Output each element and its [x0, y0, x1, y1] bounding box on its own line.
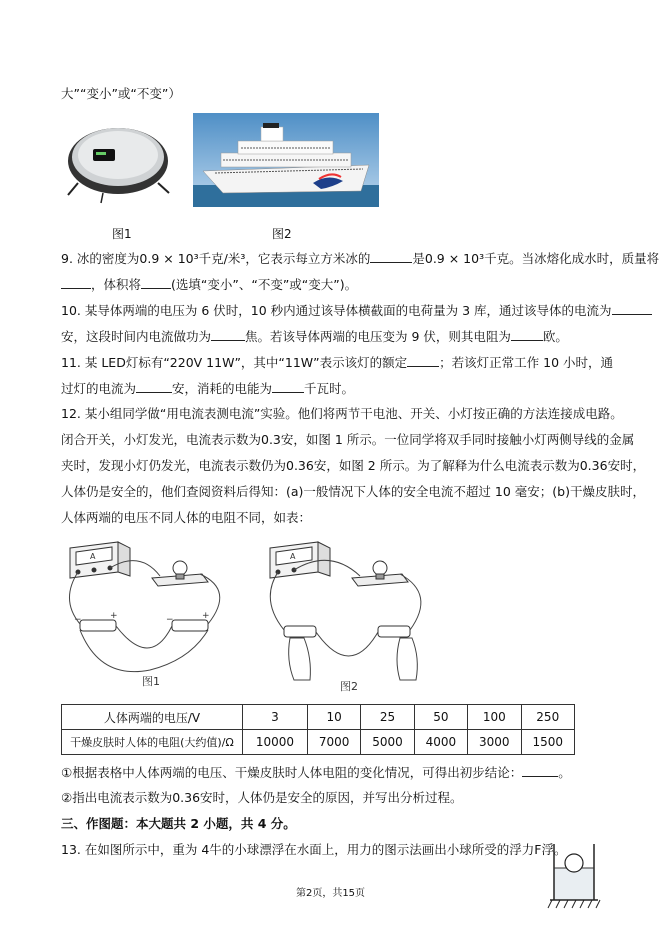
question-10-line-1: 10. 某导体两端的电压为 6 伏时，10 秒内通过该导体横截面的电荷量为 3 库，通过该导体的电流为: [61, 302, 652, 319]
answer-blank[interactable]: [61, 276, 91, 289]
circuit-fig1-caption: 图1: [142, 675, 160, 688]
robot-vacuum-image: [63, 113, 173, 207]
question-11-line-2: 过灯的电流为 安，消耗的电能为 千瓦时。: [61, 381, 355, 396]
battery-icon: [284, 626, 410, 637]
question-10-line-2: 安，这段时间内电流做功为 焦。若该导体两端的电压变为 9 伏，则其电阻为 欧。: [61, 329, 568, 344]
figure-caption: 图2: [272, 227, 292, 241]
svg-text:−: −: [166, 615, 174, 625]
section-heading: 三、作图题：本大题共 2 小题，共 4 分。: [61, 816, 296, 831]
table-header-cell: 人体两端的电压/V: [62, 705, 243, 730]
circuit-diagram-1: [60, 530, 245, 690]
table-cell: 4000: [414, 730, 467, 755]
question-12-line-5: 人体两端的电压不同人体的电阻不同，如表：: [61, 510, 312, 525]
battery-icon: [74, 611, 210, 631]
answer-blank[interactable]: [612, 302, 652, 315]
svg-text:A: A: [90, 552, 96, 561]
table-cell: 5000: [361, 730, 414, 755]
sub-question-2: ②指出电流表示数为0.36安时，人体仍是安全的原因，并写出分析过程。: [61, 790, 463, 805]
data-table: [61, 704, 575, 755]
question-9-line-2: ，体积将 (选填“变小”、“不变”或“变大”)。: [61, 276, 357, 293]
table-header-cell: 干燥皮肤时人体的电阻(大约值)/Ω: [62, 730, 243, 755]
sub-question-1: ①根据表格中人体两端的电压、干燥皮肤时人体电阻的变化情况，可得出初步结论： 。: [61, 765, 571, 780]
table-cell: 1500: [521, 730, 574, 755]
answer-blank[interactable]: [511, 328, 543, 341]
answer-blank[interactable]: [136, 380, 172, 393]
svg-text:−: −: [74, 615, 82, 625]
question-12-line-1: 12. 某小组同学做“用电流表测电流”实验。他们将两节干电池、开关、小灯按正确的方法连接成电路。: [61, 406, 623, 421]
table-cell: 250: [521, 705, 574, 730]
question-12-line-2: 闭合开关，小灯发光，电流表示数为0.3安，如图 1 所示。一位同学将双手同时接触小灯两侧导线的金属: [61, 432, 635, 447]
lamp-icon: [152, 561, 208, 586]
table-cell: 3000: [468, 730, 521, 755]
table-row: [62, 705, 575, 730]
table-cell: 10000: [243, 730, 308, 755]
table-cell: 7000: [307, 730, 360, 755]
table-row: [62, 730, 575, 755]
circuit-diagram-2: [260, 530, 440, 695]
answer-blank[interactable]: [370, 250, 412, 263]
svg-text:+: +: [110, 611, 118, 621]
answer-blank[interactable]: [141, 276, 171, 289]
svg-text:+: +: [202, 611, 210, 621]
ammeter-icon: [70, 542, 130, 578]
carryover-text: 大”“变小”或“不变”）: [61, 86, 181, 101]
figure-caption: 图1: [112, 227, 132, 241]
lamp-icon: [352, 561, 408, 586]
question-12-line-3: 夹时，发现小灯仍发光，电流表示数仍为0.36安，如图 2 所示。为了解释为什么电流表示数为0.36安时，: [61, 458, 646, 473]
hand-icon: [289, 638, 418, 680]
table-cell: 50: [414, 705, 467, 730]
question-13: 13. 在如图所示中，重为 4牛的小球漂浮在水面上，用力的图示法画出小球所受的浮力F浮。: [61, 842, 567, 857]
svg-text:A: A: [290, 552, 296, 561]
question-9-line-1: 9. 冰的密度为0.9 × 10³千克/米³，它表示每立方米冰的 是0.9 × 10³千克。当冰熔化成水时，质量将: [61, 251, 660, 266]
answer-blank[interactable]: [211, 328, 245, 341]
cruise-ship-image: [193, 113, 379, 207]
answer-blank[interactable]: [407, 354, 439, 367]
page-footer: 第2页，共15页: [295, 888, 366, 899]
circuit-fig2-caption: 图2: [340, 680, 358, 693]
table-cell: 10: [307, 705, 360, 730]
table-cell: 3: [243, 705, 308, 730]
answer-blank[interactable]: [272, 380, 304, 393]
table-cell: 25: [361, 705, 414, 730]
question-12-line-4: 人体仍是安全的，他们查阅资料后得知：(a)一般情况下人体的安全电流不超过 10 毫安；(b)干燥皮肤时，: [61, 484, 645, 499]
floating-ball-diagram: [546, 840, 602, 912]
table-cell: 100: [468, 705, 521, 730]
answer-blank[interactable]: [522, 764, 558, 777]
question-11-line-1: 11. 某 LED灯标有“220V 11W”，其中“11W”表示该灯的额定 ；若该灯正常工作 10 小时，通: [61, 355, 613, 370]
